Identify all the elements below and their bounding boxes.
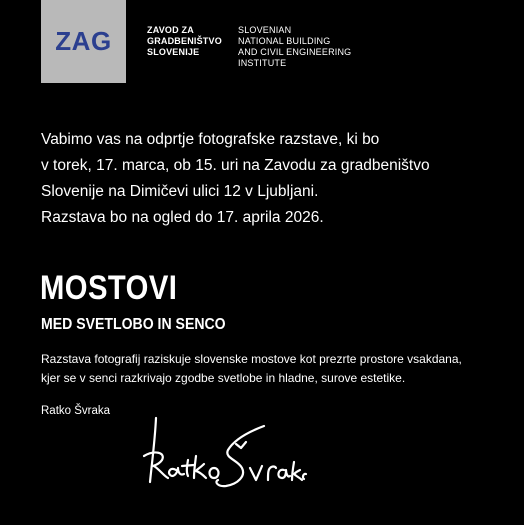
exhibition-subtitle: MED SVETLOBO IN SENCO (41, 316, 226, 333)
org-name-sl-line: SLOVENIJE (147, 47, 200, 57)
org-name-en-line: INSTITUTE (238, 58, 287, 68)
zag-logo (41, 0, 126, 83)
org-name-slovenian (147, 25, 222, 58)
description-line: Razstava fotografij raziskuje slovenske mostove kot prezrte prostore vsakdana, (41, 352, 462, 366)
description-line: kjer se v senci razkrivajo zgodbe svetlobe in hladne, surove estetike. (41, 371, 406, 385)
invitation-line: Vabimo vas na odprtje fotografske razstave, ki bo (41, 131, 380, 148)
logo-text: ZAG (55, 26, 112, 56)
exhibition-title: MOSTOVI (40, 269, 178, 307)
handwritten-signature (138, 410, 308, 500)
invitation-text (41, 127, 511, 231)
org-name-english (238, 25, 351, 69)
invitation-line: v torek, 17. marca, ob 15. uri na Zavodu za gradbeništvo (41, 157, 430, 174)
author-name: Ratko Švraka (41, 405, 111, 417)
org-name-en-line: NATIONAL BUILDING (238, 36, 331, 46)
org-name-en-line: SLOVENIAN (238, 25, 292, 35)
org-name-en-line: AND CIVIL ENGINEERING (238, 47, 352, 57)
invitation-line: Razstava bo na ogled do 17. aprila 2026. (41, 209, 324, 226)
invitation-line: Slovenije na Dimičevi ulici 12 v Ljubljani. (41, 183, 319, 200)
org-name-sl-line: GRADBENIŠTVO (147, 36, 222, 46)
org-name-sl-line: ZAVOD ZA (147, 25, 194, 35)
exhibition-description (41, 350, 511, 388)
